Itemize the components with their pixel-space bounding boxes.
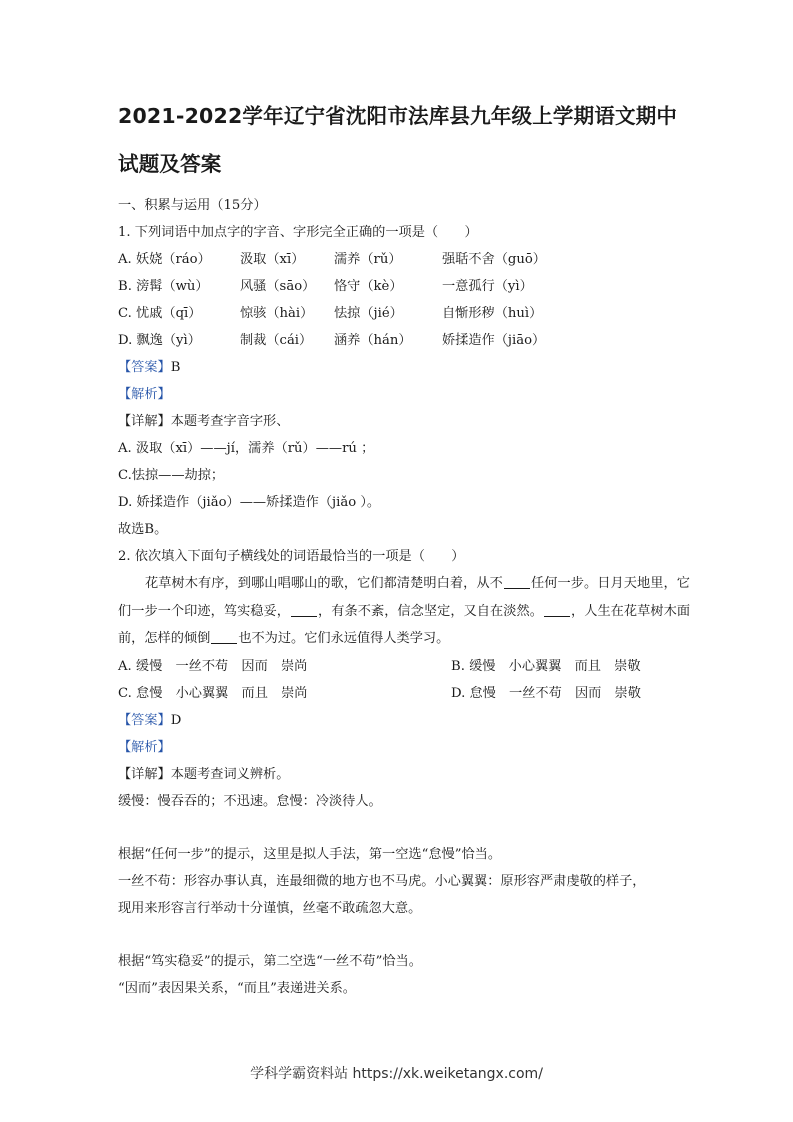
- q2-analysis: [118, 734, 688, 761]
- document-body: [118, 92, 691, 1002]
- answer-value: B: [170, 360, 181, 375]
- detail-tag: 【详解】: [118, 414, 171, 429]
- q1-conclusion: 故选B。: [118, 522, 168, 537]
- detail-text: 本题考查词义辨析。: [170, 766, 290, 782]
- q1-stem: 1. 下列词语中加点字的字音、字形完全正确的一项是（ ）: [118, 225, 478, 240]
- analysis-tag: 【解析】: [118, 739, 171, 755]
- q2-detail: [118, 761, 688, 788]
- answer-tag: 【答案】: [118, 712, 171, 728]
- q2-option-c: C. 怠慢 小心翼翼 而且 崇尚: [118, 685, 308, 701]
- q1-detail-line: D. 娇揉造作（jiǎo）——矫揉造作（jiǎo ）。: [118, 495, 381, 510]
- q2-option-b: B. 缓慢 小心翼翼 而且 崇敬: [451, 658, 641, 674]
- q2-option-a: A. 缓慢 一丝不苟 因而 崇尚: [118, 658, 308, 674]
- analysis-tag: 【解析】: [118, 387, 171, 402]
- q2-detail-line: 根据“任何一步”的提示，这里是拟人手法，第一空选“怠慢”恰当。: [118, 846, 502, 862]
- detail-text: 本题考查字音字形、: [170, 414, 290, 429]
- detail-tag: 【详解】: [118, 766, 171, 782]
- q1-option-a: A. 妖娆（ráo） 汲取（xī） 濡养（rǔ） 强聒不舍（guō）: [118, 252, 546, 267]
- q2-detail-line: 缓慢：慢吞吞的；不迅速。怠慢：冷淡待人。: [118, 793, 382, 809]
- spacer: [118, 815, 688, 841]
- document-title-line1: 2021-2022学年辽宁省沈阳市法库县九年级上学期语文期中: [118, 104, 678, 128]
- page-footer-watermark: 学科学霸资料站 https://xk.weiketangx.com/: [250, 1066, 543, 1082]
- q1-detail-line: A. 汲取（xī）——jí，濡养（rǔ）——rú ；: [118, 441, 375, 456]
- q1-detail-line: C.怯掠——劫掠；: [118, 468, 225, 483]
- q1-analysis: [118, 381, 688, 408]
- q2-detail-line: 一丝不苟：形容办事认真，连最细微的地方也不马虎。小心翼翼：原形容严肃虔敬的样子，: [118, 873, 646, 889]
- q1-option-b: B. 滂髯（wù） 风骚（sāo） 恪守（kè） 一意孤行（yì）: [118, 279, 533, 294]
- q2-stem: 2. 依次填入下面句子横线处的词语最恰当的一项是（ ）: [118, 549, 465, 564]
- q2-detail-line: 现用来形容言行举动十分谨慎，丝毫不敢疏忽大意。: [118, 900, 422, 916]
- document-title-line2: 试题及答案: [118, 152, 222, 176]
- blank-4: [211, 629, 237, 644]
- blank-3: [544, 602, 570, 617]
- q1-option-c: C. 忧戚（qī） 惊骇（hài） 怯掠（jié） 自惭形秽（huì）: [118, 306, 543, 321]
- section-heading: 一、积累与运用（15分）: [118, 198, 267, 213]
- q2-passage: 花草树木有序，到哪山唱哪山的歌，它们都清楚明白着，从不 任何一步。日月天地里，它们一步一个印迹，笃实稳妥， ，有条不紊，信念坚定，又自在淡然。 ，人生在花草树木面前，怎样的倾倒 也不为过。它们永远值得人类学习。: [118, 576, 691, 646]
- blank-1: [504, 574, 530, 589]
- answer-value: D: [170, 712, 182, 728]
- q1-answer: [118, 354, 688, 381]
- blank-2: [291, 602, 317, 617]
- q2-option-d: D. 怠慢 一丝不苟 因而 崇敬: [451, 685, 641, 701]
- spacer: [118, 922, 688, 948]
- q1-detail: [118, 408, 688, 435]
- q2-detail-line: 根据“笃实稳妥”的提示，第二空选“一丝不苟”恰当。: [118, 953, 422, 969]
- q1-option-d: D. 飘逸（yì） 制裁（cái） 涵养（hán） 娇揉造作（jiāo）: [118, 333, 546, 348]
- q2-options-row1: [118, 653, 688, 680]
- q2-detail-line: “因而”表因果关系，“而且”表递进关系。: [118, 980, 356, 996]
- q2-answer: [118, 707, 688, 734]
- answer-tag: 【答案】: [118, 360, 171, 375]
- q2-options-row2: [118, 680, 688, 707]
